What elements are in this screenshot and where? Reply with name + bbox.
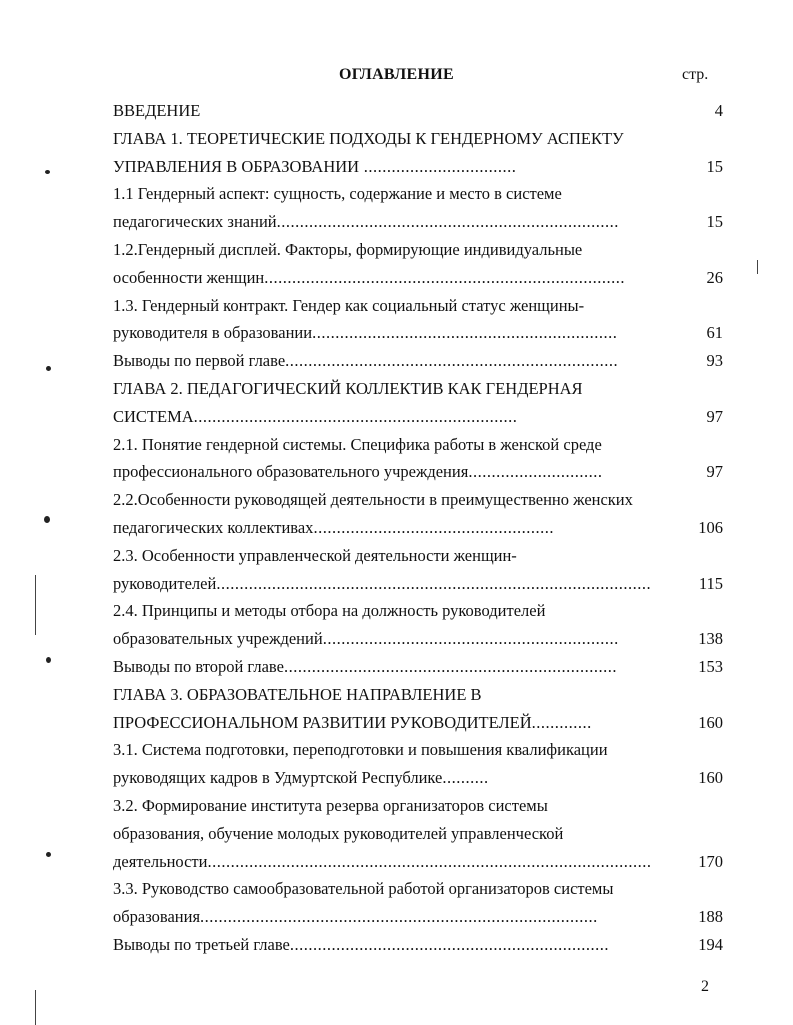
toc-entry-text: руководящих кадров в Удмуртской Республике xyxy=(113,768,443,788)
toc-entry-text: 3.2. Формирование института резерва организаторов системы xyxy=(113,795,548,815)
toc-entry-text: ГЛАВА 3. ОБРАЗОВАТЕЛЬНОЕ НАПРАВЛЕНИЕ В xyxy=(113,684,482,704)
toc-entry xyxy=(113,848,723,876)
toc-entry-text: 1.1 Гендерный аспект: сущность, содержание и место в системе xyxy=(113,184,562,204)
toc-page-number: 97 xyxy=(706,406,723,426)
toc-leader-dots: ............................. xyxy=(468,462,603,482)
toc-entry xyxy=(113,347,723,375)
toc-entry xyxy=(113,180,723,208)
toc-entry xyxy=(113,319,723,347)
toc-entry-text: ПРОФЕССИОНАЛЬНОМ РАЗВИТИИ РУКОВОДИТЕЛЕЙ xyxy=(113,712,532,732)
toc-entry xyxy=(113,542,723,570)
toc-entry xyxy=(113,292,723,320)
scan-speck xyxy=(45,170,50,174)
toc-entry-text: 2.2.Особенности руководящей деятельности в преимущественно женских xyxy=(113,490,633,510)
toc-entry-text: 2.3. Особенности управленческой деятельности женщин- xyxy=(113,545,517,565)
toc-entry-text: Выводы по второй главе xyxy=(113,656,284,676)
toc-leader-dots: ........................................................................ xyxy=(285,351,619,371)
toc-entry xyxy=(113,625,723,653)
toc-leader-dots: ........................................................................ xyxy=(283,656,617,676)
toc-page-number: 97 xyxy=(706,462,723,482)
toc-entry-text: СИСТЕМА xyxy=(113,406,194,426)
toc-entry xyxy=(113,125,723,153)
toc-page-number: 15 xyxy=(706,156,723,176)
toc-entry xyxy=(113,709,723,737)
toc-entry-text: руководителей xyxy=(113,573,217,593)
toc-leader-dots: ...................................................................... xyxy=(193,406,518,426)
toc-leader-dots: ................................................................ xyxy=(322,629,619,649)
toc-entry-text: педагогических знаний xyxy=(113,212,277,232)
toc-entry xyxy=(113,458,723,486)
toc-entry-text: ГЛАВА 2. ПЕДАГОГИЧЕСКИЙ КОЛЛЕКТИВ КАК ГЕНДЕРНАЯ xyxy=(113,378,583,398)
toc-page-number: 160 xyxy=(698,768,723,788)
toc-entry xyxy=(113,375,723,403)
toc-entry xyxy=(113,931,723,959)
toc-entry xyxy=(113,570,723,598)
toc-leader-dots: .......... xyxy=(442,768,489,788)
toc-page-number: 61 xyxy=(706,323,723,343)
toc-page-number: 26 xyxy=(706,267,723,287)
toc-page-number: 194 xyxy=(698,934,723,954)
scan-edge-line xyxy=(35,575,36,635)
page-number: 2 xyxy=(701,978,709,995)
toc-entry xyxy=(113,403,723,431)
toc-entry xyxy=(113,764,723,792)
toc-entry-text: УПРАВЛЕНИЯ В ОБРАЗОВАНИИ xyxy=(113,156,360,176)
toc-entry-text: особенности женщин xyxy=(113,267,265,287)
toc-leader-dots: .............................................................................................. xyxy=(216,573,652,593)
scan-edge-line xyxy=(35,990,36,1025)
page-title: ОГЛАВЛЕНИЕ xyxy=(339,66,454,83)
toc-entry xyxy=(113,681,723,709)
toc-entry-text: 2.1. Понятие гендерной системы. Специфика работы в женской среде xyxy=(113,434,602,454)
page-column-label: стр. xyxy=(682,66,709,83)
toc-leader-dots: ...................................................................................... xyxy=(200,907,598,927)
toc-leader-dots: ................................................................................................ xyxy=(207,851,652,871)
scan-speck xyxy=(46,657,51,663)
toc-entry-text: ВВЕДЕНИЕ xyxy=(113,101,201,120)
scan-speck xyxy=(44,516,50,523)
scan-speck xyxy=(46,366,51,371)
toc-entry xyxy=(113,792,723,820)
toc-page-number: 93 xyxy=(706,351,723,371)
toc-entry-text: образовательных учреждений xyxy=(113,629,323,649)
toc-page-number: 115 xyxy=(698,573,723,593)
toc-entry-text: Выводы по третьей главе xyxy=(113,934,290,954)
toc-entry-text: Выводы по первой главе xyxy=(113,351,286,371)
toc-page-number: 188 xyxy=(698,907,723,927)
toc-leader-dots: ..................................................................... xyxy=(289,934,609,954)
toc-entry xyxy=(113,486,723,514)
toc-entry-text: образования xyxy=(113,907,201,927)
toc-entry xyxy=(113,264,723,292)
toc-page-number: 138 xyxy=(698,629,723,649)
toc-page-number: 170 xyxy=(698,851,723,871)
toc-page-number: 106 xyxy=(698,517,723,537)
toc-entry xyxy=(113,820,723,848)
toc-leader-dots: ............. xyxy=(531,712,592,732)
table-of-contents xyxy=(113,97,723,959)
toc-entry-text: ГЛАВА 1. ТЕОРЕТИЧЕСКИЕ ПОДХОДЫ К ГЕНДЕРНОМУ АСПЕКТУ xyxy=(113,128,624,148)
toc-entry xyxy=(113,153,723,181)
toc-entry xyxy=(113,875,723,903)
toc-entry-text: педагогических коллективах xyxy=(113,517,314,537)
toc-page-number: 4 xyxy=(714,101,723,120)
toc-entry-text: 3.1. Система подготовки, переподготовки и повышения квалификации xyxy=(113,740,608,760)
toc-entry xyxy=(113,208,723,236)
toc-entry-text: 3.3. Руководство самообразовательной работой организаторов системы xyxy=(113,879,614,899)
toc-entry xyxy=(113,653,723,681)
toc-leader-dots: .................................................... xyxy=(313,517,554,537)
scan-edge-line xyxy=(757,260,758,274)
toc-entry-text: профессионального образовательного учреждения xyxy=(113,462,469,482)
toc-entry xyxy=(113,736,723,764)
toc-entry xyxy=(113,236,723,264)
toc-leader-dots: .......................................................................... xyxy=(276,212,619,232)
toc-entry xyxy=(113,431,723,459)
toc-entry-text: 2.4. Принципы и методы отбора на должность руководителей xyxy=(113,601,546,621)
toc-page-number: 153 xyxy=(698,656,723,676)
toc-page-number: 160 xyxy=(698,712,723,732)
toc-entry-text: 1.2.Гендерный дисплей. Факторы, формирующие индивидуальные xyxy=(113,239,583,259)
toc-entry-text: образования, обучение молодых руководителей управленческой xyxy=(113,823,564,843)
toc-leader-dots: .................................................................. xyxy=(312,323,618,343)
toc-entry xyxy=(113,97,723,125)
toc-leader-dots: .............................................................................. xyxy=(264,267,625,287)
toc-entry-text: 1.3. Гендерный контракт. Гендер как социальный статус женщины- xyxy=(113,295,585,315)
toc-leader-dots: ................................. xyxy=(359,156,517,176)
toc-entry-text: деятельности xyxy=(113,851,208,871)
toc-entry xyxy=(113,597,723,625)
toc-entry xyxy=(113,514,723,542)
toc-entry xyxy=(113,903,723,931)
toc-entry-text: руководителя в образовании xyxy=(113,323,313,343)
toc-page-number: 15 xyxy=(706,212,723,232)
scan-speck xyxy=(46,852,51,857)
